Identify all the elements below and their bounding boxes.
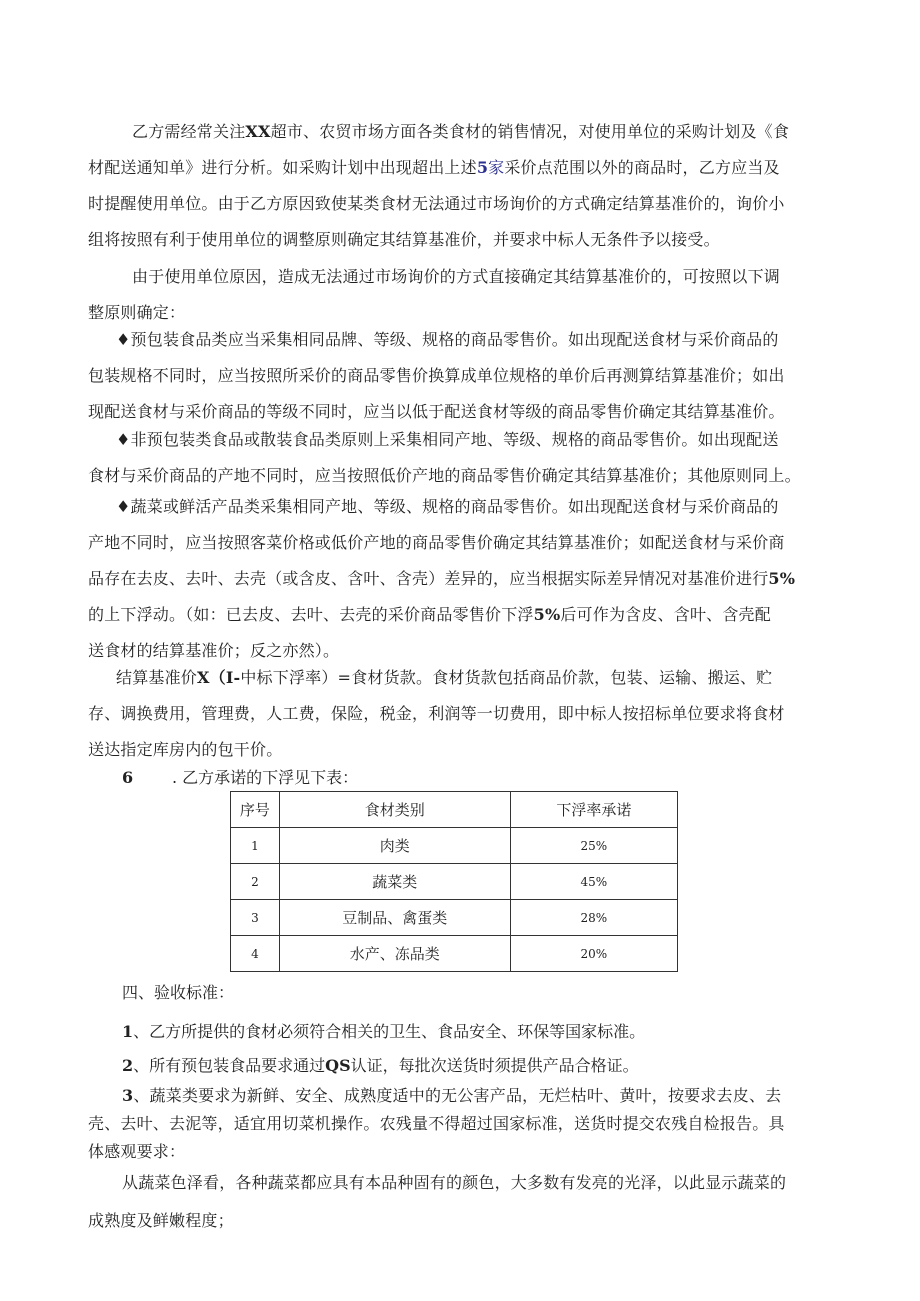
text-line: 产地不同时，应当按照客菜价格或低价产地的商品零售价确定其结算基准价；如配送食材与采价商 [88, 533, 785, 552]
standard-1: 1、乙方所提供的食材必须符合相关的卫生、食品安全、环保等国家标准。 [122, 1022, 646, 1041]
cell-rate: 45% [510, 864, 677, 900]
cell-category: 豆制品、禽蛋类 [279, 900, 510, 936]
cell-category: 水产、冻品类 [279, 936, 510, 972]
text-line: 品存在去皮、去叶、去壳（或含皮、含叶、含壳）差异的，应当根据实际差异情况对基准价进行5% [88, 569, 796, 588]
text-line: 成熟度及鲜嫩程度； [88, 1211, 234, 1230]
cell-number: 2 [231, 864, 280, 900]
cell-number: 4 [231, 936, 280, 972]
standard-3 [88, 1082, 830, 1166]
cell-rate: 20% [510, 936, 677, 972]
text-line: 的上下浮动。（如：已去皮、去叶、去壳的采价商品零售价下浮5%后可作为含皮、含叶、含壳配 [88, 605, 771, 624]
cell-number: 3 [231, 900, 280, 936]
cell-rate: 28% [510, 900, 677, 936]
item-6-heading [122, 766, 358, 790]
table-header-row [231, 792, 678, 828]
text-line: 由于使用单位原因，造成无法通过市场询价的方式直接确定其结算基准价的，可按照以下调 [132, 267, 781, 286]
discount-rate-table [230, 791, 678, 972]
paragraph-vegetables-fresh [88, 489, 830, 669]
paragraph-adjustment-principles [88, 259, 830, 331]
paragraph-vegetable-color [88, 1164, 830, 1240]
item-text: . 乙方承诺的下浮见下表： [172, 768, 359, 787]
text-line: 存、调换费用，管理费，人工费，保险，税金，利润等一切费用，即中标人按招标单位要求将食材 [88, 704, 785, 723]
table-row [231, 900, 678, 936]
text-line: 送达指定库房内的包干价。 [88, 740, 283, 759]
text-line: ♦蔬菜或鲜活产品类采集相同产地、等级、规格的商品零售价。如出现配送食材与采价商品的 [116, 497, 779, 516]
cell-category: 蔬菜类 [279, 864, 510, 900]
text-line: ♦非预包装类食品或散装食品类原则上采集相同产地、等级、规格的商品零售价。如出现配送 [116, 430, 779, 449]
header-rate: 下浮率承诺 [510, 792, 677, 828]
paragraph-settlement-formula [88, 660, 830, 768]
text-line: 组将按照有利于使用单位的调整原则确定其结算基准价，并要求中标人无条件予以接受。 [88, 230, 720, 249]
text-line: 从蔬菜色泽看，各种蔬菜都应具有本品种固有的颜色，大多数有发亮的光泽，以此显示蔬菜的 [122, 1173, 787, 1192]
text-line: 时提醒使用单位。由于乙方原因致使某类食材无法通过市场询价的方式确定结算基准价的，询价小 [88, 194, 785, 213]
text-line: 食材与采价商品的产地不同时，应当按照低价产地的商品零售价确定其结算基准价；其他原则同上。 [88, 466, 801, 485]
table-row [231, 864, 678, 900]
section-acceptance-standards-title: 四、验收标准： [122, 983, 235, 1002]
table-row [231, 936, 678, 972]
text-line: 壳、去叶、去泥等，适宜用切菜机操作。农残量不得超过国家标准，送货时提交农残自检报告。具 [88, 1114, 785, 1133]
paragraph-prepackaged-food [88, 322, 830, 430]
text-line: 材配送通知单》进行分析。如采购计划中出现超出上述5家采价点范围以外的商品时，乙方应当及 [88, 158, 780, 177]
standard-2: 2、所有预包装食品要求通过QS认证，每批次送货时须提供产品合格证。 [122, 1056, 639, 1075]
text-line: 3、蔬菜类要求为新鲜、安全、成熟度适中的无公害产品，无烂枯叶、黄叶，按要求去皮、去 [122, 1086, 782, 1105]
cell-number: 1 [231, 828, 280, 864]
text-line: 结算基准价X（I-中标下浮率）=食材货款。食材货款包括商品价款，包装、运输、搬运、贮 [116, 668, 773, 687]
text-line: 现配送食材与采价商品的等级不同时，应当以低于配送食材等级的商品零售价确定其结算基准价。 [88, 402, 785, 421]
paragraph-bulk-food [88, 422, 830, 494]
text-line: 送食材的结算基准价；反之亦然）。 [88, 641, 340, 660]
table-row [231, 828, 678, 864]
paragraph-supplier-monitoring [88, 114, 830, 258]
text-line: 乙方需经常关注XX超市、农贸市场方面各类食材的销售情况，对使用单位的采购计划及《食 [132, 122, 790, 141]
cell-category: 肉类 [279, 828, 510, 864]
text-line: 体感观要求： [88, 1142, 186, 1161]
header-category: 食材类别 [279, 792, 510, 828]
text-line: 整原则确定： [88, 303, 186, 322]
cell-rate: 25% [510, 828, 677, 864]
text-line: ♦预包装食品类应当采集相同品牌、等级、规格的商品零售价。如出现配送食材与采价商品的 [116, 330, 779, 349]
text-line: 包装规格不同时，应当按照所采价的商品零售价换算成单位规格的单价后再测算结算基准价；如出 [88, 366, 785, 385]
header-number: 序号 [231, 792, 280, 828]
item-number: 6 [122, 768, 134, 787]
